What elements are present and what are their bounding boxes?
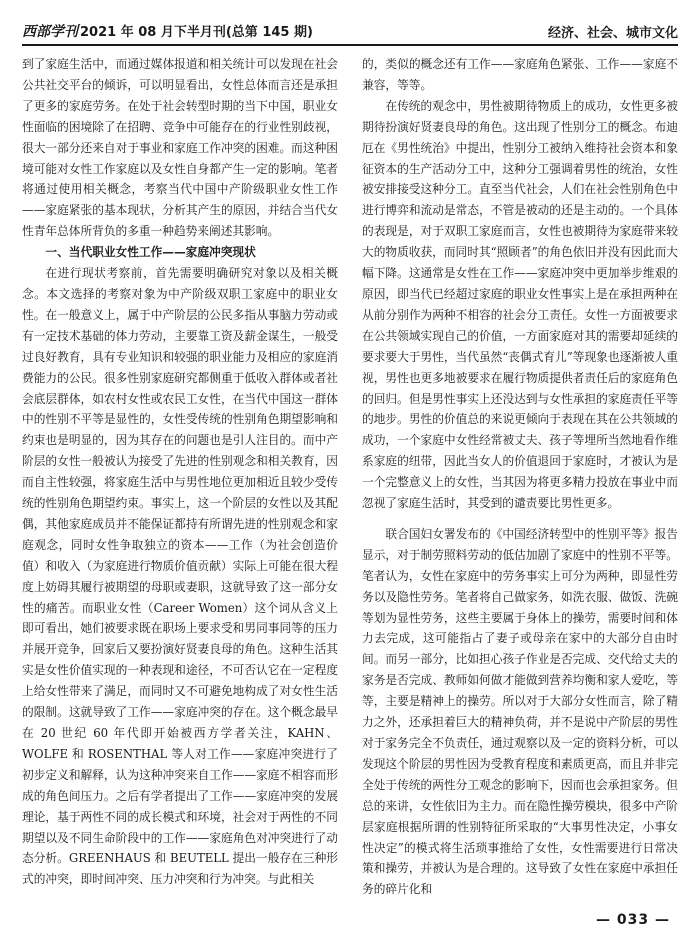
header-left: [22, 21, 313, 41]
journal-logo: 西部学刊: [22, 24, 78, 40]
paragraph: 在传统的观念中，男性被期待物质上的成功，女性更多被期待扮演好贤妻良母的角色。这出现了性别分工的概念。布迪厄在《男性统治》中提出，性别分工被纳入维持社会资本和象征资本的生产活动分工中，这种分工强调着男性的统治，女性被安排接受这种分工。直至当代社会，人们在社会性别角色中进行博弈和流动是常态，不管是被动的还是主动的。一个具体的表现是，对于双职工家庭而言，女性也被期待为家庭带来较大的物质收获，而同时其“照顾者”的角色依旧并没有因此而大幅下降。这通常是女性在工作——家庭冲突中更加举步维艰的原因，即当代已经超过家庭的职业女性事实上是在承担两种在从前分别作为两种不相容的社会分工责任。女性一方面被要求在公共领域实现自己的价值，一方面家庭对其的需要却延续的要求要大于男性，当代虽然“丧偶式育儿”等现象也逐渐被人重视，男性也更多地被要求在履行物质提供者责任后的家庭角色的回归。但是男性事实上还没达到与女性承担的家庭责任平等的地步。男性的价值总的来说更倾向于表现在其在公共领域的成功，一个家庭中女性经常被丈夫、孩子等埋所当然地看作维系家庭的纽带，因此当女人的价值退回于家庭时，才被认为是一个完整意义上的女性，当其因为将更多精力投放在事业中而忽视了家庭生活时，其受到的谴责要比男性更多。: [362, 98, 678, 511]
section-heading: 一、当代职业女性工作——家庭冲突现状: [45, 245, 256, 260]
page-header: [22, 16, 678, 46]
left-column: [22, 54, 338, 902]
paragraph: 在进行现状考察前，首先需要明确研究对象以及相关概念。本文选择的考察对象为中产阶级双职工家庭中的职业女性。在一般意义上，属于中产阶层的公民多指从事脑力劳动或有一定技术基础的体力劳动，主要靠工资及薪金谋生，一般受过良好教育，具有专业知识和较强的职业能力及相应的家庭消费能力的公民。很多性别家庭研究都侧重于低收入群体或者社会底层群体，如农村女性或农民工女性，在当代中国这一群体中的性别不平等是显性的，女性受传统的性别角色期望影响和约束也是明显的，因为其存在的问题也是引人注目的。而中产阶层的女性一般被认为接受了先进的性别观念和相关教育，因而自主性较强，将家庭生活中与男性地位更加相近且较少受传统的性别角色期望约束。事实上，这一个阶层的女性以及其配偶，其他家庭成员并不能保证都持有所谓先进的性别观念和家庭观念，同时女性争取独立的资本——工作（为社会创造价值）和收入（为家庭进行物质价值贡献）实际上可能在很大程度上妨碍其履行被期望的母职或妻职，这就导致了这一部分女性的痛苦。而职业女性（Career Women）这个词从含义上即可看出，她们被要求既在职场上要求受和男同事同等的压力并展开竞争，回家后又要扮演好贤妻良母的角色。这种生活其实是女性价值实现的一种表现和途径，不可否认它在一定程度上给女性带来了满足，而同时又不可避免地构成了对女性生活的限制。这就导致了工作——家庭冲突的存在。这个概念最早在 20 世纪 60 年代即开始被西方学者关注，KAHN、WOLFE 和 ROSENTHAL 等人对工作——家庭冲突进行了初步定义和解释，认为这种冲突来自工作——家庭不相容而形成的角色间压力。之后有学者提出了工作——家庭冲突的发展理论，基于两性不同的成长模式和环境，社会对于两性的不同期望以及不同生命阶段中的工作——家庭角色对冲突进行了动态分析。GREENHAUS 和 BEUTELL 提出一般存在三种形式的冲突，即时间冲突、压力冲突和行为冲突。与此相关: [22, 266, 338, 887]
right-column: [362, 54, 678, 902]
section-title: 经济、社会、城市文化: [547, 26, 678, 41]
page-number: — 033 —: [596, 912, 670, 928]
paragraph: 联合国妇女署发布的《中国经济转型中的性别平等》报告显示，对于制劳照料劳动的低估加剧了家庭中的性别不平等。笔者认为，女性在家庭中的劳务事实上可分为两种，即显性劳务以及隐性劳务。笔者将自己做家务，如洗衣服、做饭、洗碗等划为显性劳务，这些主要属于身体上的操劳，需要时间和体力去完成，这可能指占了妻子或母亲在家中的大部分自由时间。而另一部分，比如担心孩子作业是否完成、交代给丈夫的家务是否完成、教师如何做才能做到营养均衡和家人爱吃，等等，主要是精神上的操劳。所以对于大部分女性而言，除了精力之外，还承担着巨大的精神负荷，并不是说中产阶层的男性对于家务完全不负责任，通过观察以及一定的资料分析，可以发现这个阶层的男性因为受教育程度和素质更高，而且并非完全处于传统的两性分工观念的影响下，因而也会承担家务。但总的来讲，女性依旧为主力。而在隐性操劳模块，很多中产阶层家庭根据所谓的性别特征所采取的“大事男性决定，小事女性决定”的模式将生活琐事推给了女性，女性需要进行日常决策和操劳，并被认为是合理的。这导致了女性在家庭中承担任务的碎片化和: [362, 526, 678, 897]
paragraph-gap: [362, 514, 678, 524]
article-body: [22, 54, 678, 902]
paragraph: 的，类似的概念还有工作——家庭角色紧张、工作——家庭不兼容，等等。: [362, 57, 678, 92]
issue-info: 2021 年 08 月下半月刊(总第 145 期): [80, 25, 313, 40]
paragraph: 到了家庭生活中，而通过媒体报道和相关统计可以发现在社会公共社交平台的倾诉，可以明显看出，女性总体而言还是承担了更多的家庭劳务。在处于社会转型时期的当下中国，职业女性面临的困境除了在招聘、竞争中可能存在的行业性别歧视，很大一部分还来自对于事业和家庭工作冲突的困难。而这种困境可能对女性工作家庭以及女性自身都产生一定的影响。笔者将通过使用相关概念，考察当代中国中产阶级职业女性工作——家庭紧张的基本现状，分析其产生的原因，并结合当代女性青年总体所背负的多重一种趋势来阐述其影响。: [22, 57, 338, 239]
